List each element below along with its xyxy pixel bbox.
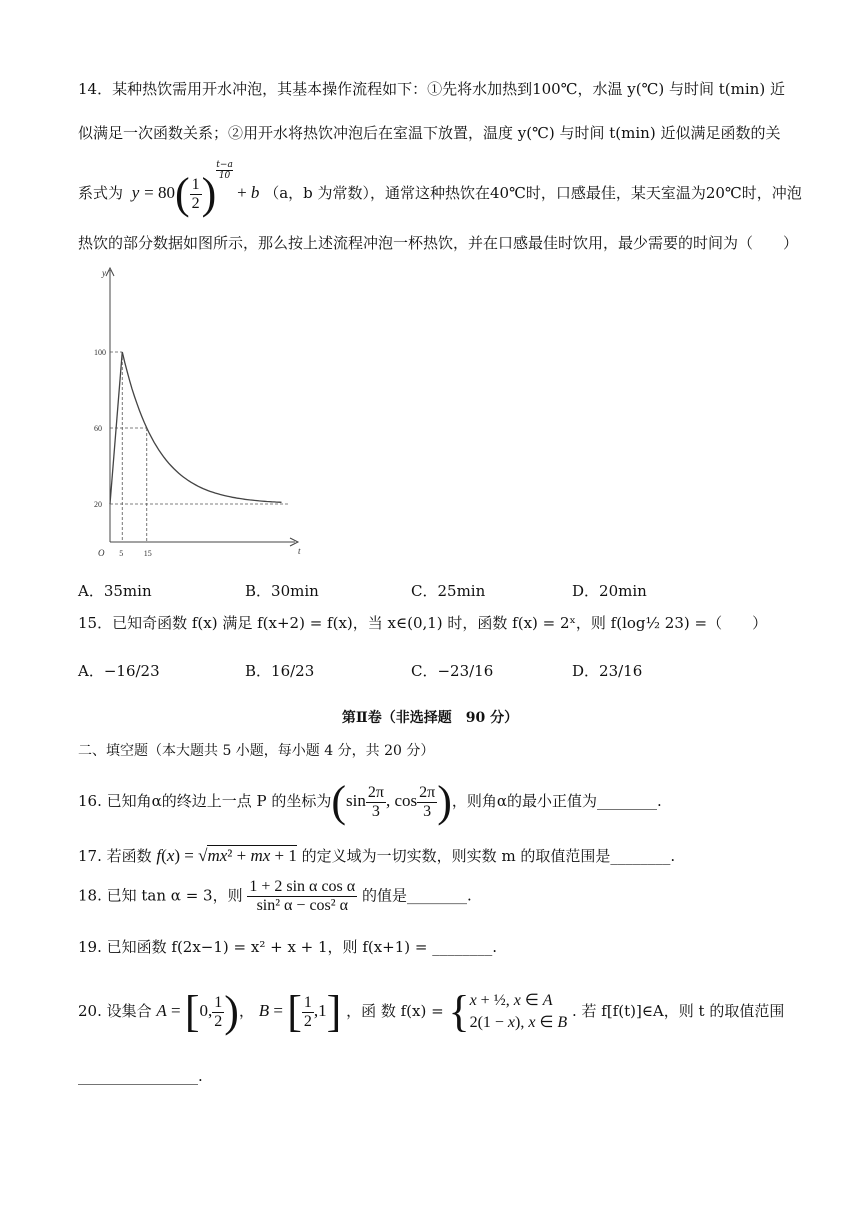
formula-y: y bbox=[131, 183, 140, 202]
q20-tail: ________________. bbox=[78, 1067, 203, 1085]
x-tick-label: 5 bbox=[119, 549, 124, 558]
section2-title: 第Ⅱ卷（非选择题 90 分） bbox=[341, 710, 519, 726]
origin-label: O bbox=[98, 548, 105, 558]
temperature-chart bbox=[80, 262, 310, 562]
y-tick-label: 60 bbox=[94, 424, 102, 433]
x-axis-label: t bbox=[298, 546, 301, 556]
q17: 17. 若函数 f(x) = √mx² + mx + 1 的定义域为一切实数，则实数 m 的取值范围是________. bbox=[78, 846, 676, 865]
q20: 20. 设集合 A = [0, $\frac{1}{2}$ )， B = [ $\frac{1}{2}$ ,1] ，函 数 f(x) = { x + ½, x ∈ A 2(1 − x), x ∈ B . 若 f[f(t)]∈A，则 t 的取值范围 bbox=[78, 987, 785, 1036]
q14-line4: 热饮的部分数据如图所示，那么按上述流程冲泡一杯热饮，并在口感最佳时饮用，最少需要的时间为（ ） bbox=[78, 234, 799, 252]
q14-option-d[interactable]: D．20min bbox=[572, 582, 647, 600]
q14-line3: 系式为 y = 80( $\frac{1}{2}$ ) $^{\frac{t-a}{10}}$ + b （a，b 为常数），通常这种热饮在40℃时，口感最佳，某天室温为20℃时，冲泡 bbox=[78, 160, 802, 218]
fill-in-header: 二、填空题（本大题共 5 小题，每小题 4 分，共 20 分） bbox=[78, 743, 435, 759]
q14-option-b[interactable]: B．30min bbox=[245, 582, 319, 600]
q14-option-c[interactable]: C．25min bbox=[411, 582, 486, 600]
q18: 18. 已知 tan α = 3，则 $\frac{\text{1 + 2 sin α cos α}}{\text{sin² α − cos² α}}$ 的值是________. bbox=[78, 878, 472, 914]
q15-text: 15．已知奇函数 f(x) 满足 f(x+2) = f(x)，当 x∈(0,1) 时，函数 f(x) = 2ˣ，则 f(log½ 23) =（ ） bbox=[78, 614, 768, 632]
q15-option-a[interactable]: A．−16/23 bbox=[78, 662, 160, 680]
q14-option-a[interactable]: A．35min bbox=[78, 582, 152, 600]
q15-option-b[interactable]: B．16/23 bbox=[245, 662, 315, 680]
y-tick-label: 20 bbox=[94, 500, 102, 509]
q15-option-c[interactable]: C．−23/16 bbox=[411, 662, 494, 680]
x-tick-label: 15 bbox=[143, 549, 152, 558]
cooling-curve bbox=[122, 352, 281, 502]
q19: 19. 已知函数 f(2x−1) = x² + x + 1，则 f(x+1) = ________. bbox=[78, 938, 498, 956]
q14-line2: 似满足一次函数关系；②用开水将热饮冲泡后在室温下放置，温度 y(℃) 与时间 t(min) 近似满足函数的关 bbox=[78, 124, 781, 142]
q16: 16. 已知角α的终边上一点 P 的坐标为(sin $\frac{2\pi}{3}$ , cos $\frac{2\pi}{3}$ )，则角α的最小正值为________. bbox=[78, 777, 662, 826]
q14-line1: 14．某种热饮需用开水冲泡，其基本操作流程如下：①先将水加热到100℃，水温 y(℃) 与时间 t(min) 近 bbox=[78, 80, 785, 98]
q15-option-d[interactable]: D．23/16 bbox=[572, 662, 643, 680]
y-axis-label: y bbox=[102, 268, 106, 278]
y-tick-label: 100 bbox=[94, 348, 106, 357]
